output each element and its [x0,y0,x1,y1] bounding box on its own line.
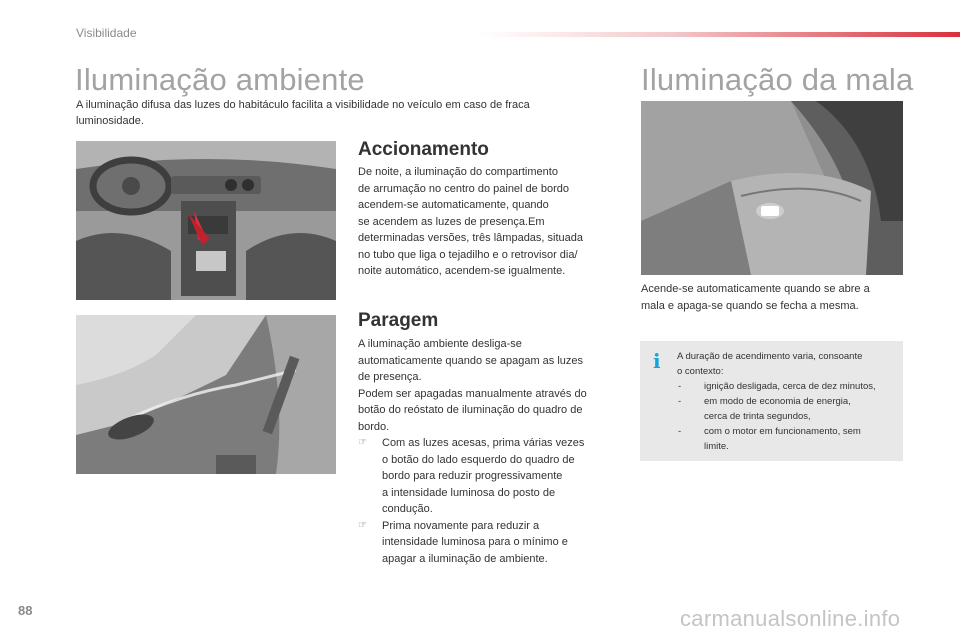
text-line: em modo de economia de energia, [704,396,851,407]
paragem-text [358,336,628,567]
text-line: cerca de trinta segundos, [704,411,811,422]
text-line: intensidade luminosa para o mínimo e [382,536,568,548]
text-line: se acendem as luzes de presença.Em [358,215,545,228]
text-line: no tubo que liga o tejadilho e o retrovisor dia/ [358,248,578,261]
title-ambient-lighting: Iluminação ambiente [75,62,365,97]
text-line: noite automático, acendem-se igualmente. [358,265,566,277]
trunk-photo [641,101,903,275]
interior-roof-illustration [76,315,336,474]
text-line: o contexto: [677,366,724,377]
info-icon: i [653,349,661,373]
heading-paragem: Paragem [358,310,439,331]
text-line: o botão do lado esquerdo do quadro de [382,453,575,466]
dashboard-photo [76,141,336,300]
header-accent-bar [480,32,960,37]
page-number: 88 [18,603,33,618]
dash-marker: - [678,396,682,407]
text-line: Prima novamente para reduzir a [382,519,540,532]
pointing-hand-icon: ☞ [358,519,367,531]
intro-text: A iluminação difusa das luzes do habitáculo facilita a visibilidade no veículo em caso de fraca luminosidade. [76,99,530,127]
dashboard-illustration [76,141,336,300]
text-line: ignição desligada, cerca de dez minutos, [704,381,876,392]
text-line: condução. [382,503,433,515]
text-line: automaticamente quando se apagam as luzes [358,354,584,367]
bullet-item [358,518,628,568]
section-name: Visibilidade [76,26,137,40]
text-line: bordo. [358,420,390,433]
trunk-illustration [641,101,903,275]
title-trunk-lighting: Iluminação da mala [641,62,914,97]
info-text [677,349,899,454]
info-box [640,341,903,461]
text-line: A duração de acendimento varia, consoante [677,351,863,362]
text-line: Acende-se automaticamente quando se abre a [641,283,870,295]
trunk-caption [641,281,911,314]
text-line: de arrumação no centro do painel de bordo [358,182,569,195]
text-line: limite. [704,441,729,452]
text-line: Podem ser apagadas manualmente através do [358,387,587,400]
accionamento-text [358,164,628,280]
dash-marker: - [678,381,682,392]
text-line: De noite, a iluminação do compartimento [358,166,558,178]
info-list-item [677,424,899,454]
dash-marker: - [678,426,682,437]
text-line: A iluminação ambiente desliga-se [358,338,522,350]
watermark: carmanualsonline.info [680,606,901,631]
text-line: bordo para reduzir progressivamente [382,470,563,482]
text-line: apagar a iluminação de ambiente. [382,552,548,565]
text-line: botão do reóstato de iluminação do quadro de [358,404,583,416]
info-list-item [677,394,899,424]
text-line: mala e apaga-se quando se fecha a mesma. [641,299,859,312]
interior-roof-photo [76,315,336,474]
heading-accionamento: Accionamento [358,139,489,160]
text-line: de presença. [358,371,422,383]
info-list-item [677,379,899,394]
text-line: determinadas versões, três lâmpadas, situada [358,232,584,244]
pointing-hand-icon: ☞ [358,437,367,448]
text-line: acendem-se automaticamente, quando [358,199,549,211]
bullet-item [358,435,628,518]
text-line: a intensidade luminosa do posto de [382,486,556,499]
text-line: Com as luzes acesas, prima várias vezes [382,437,585,449]
text-line: com o motor em funcionamento, sem [704,426,861,437]
